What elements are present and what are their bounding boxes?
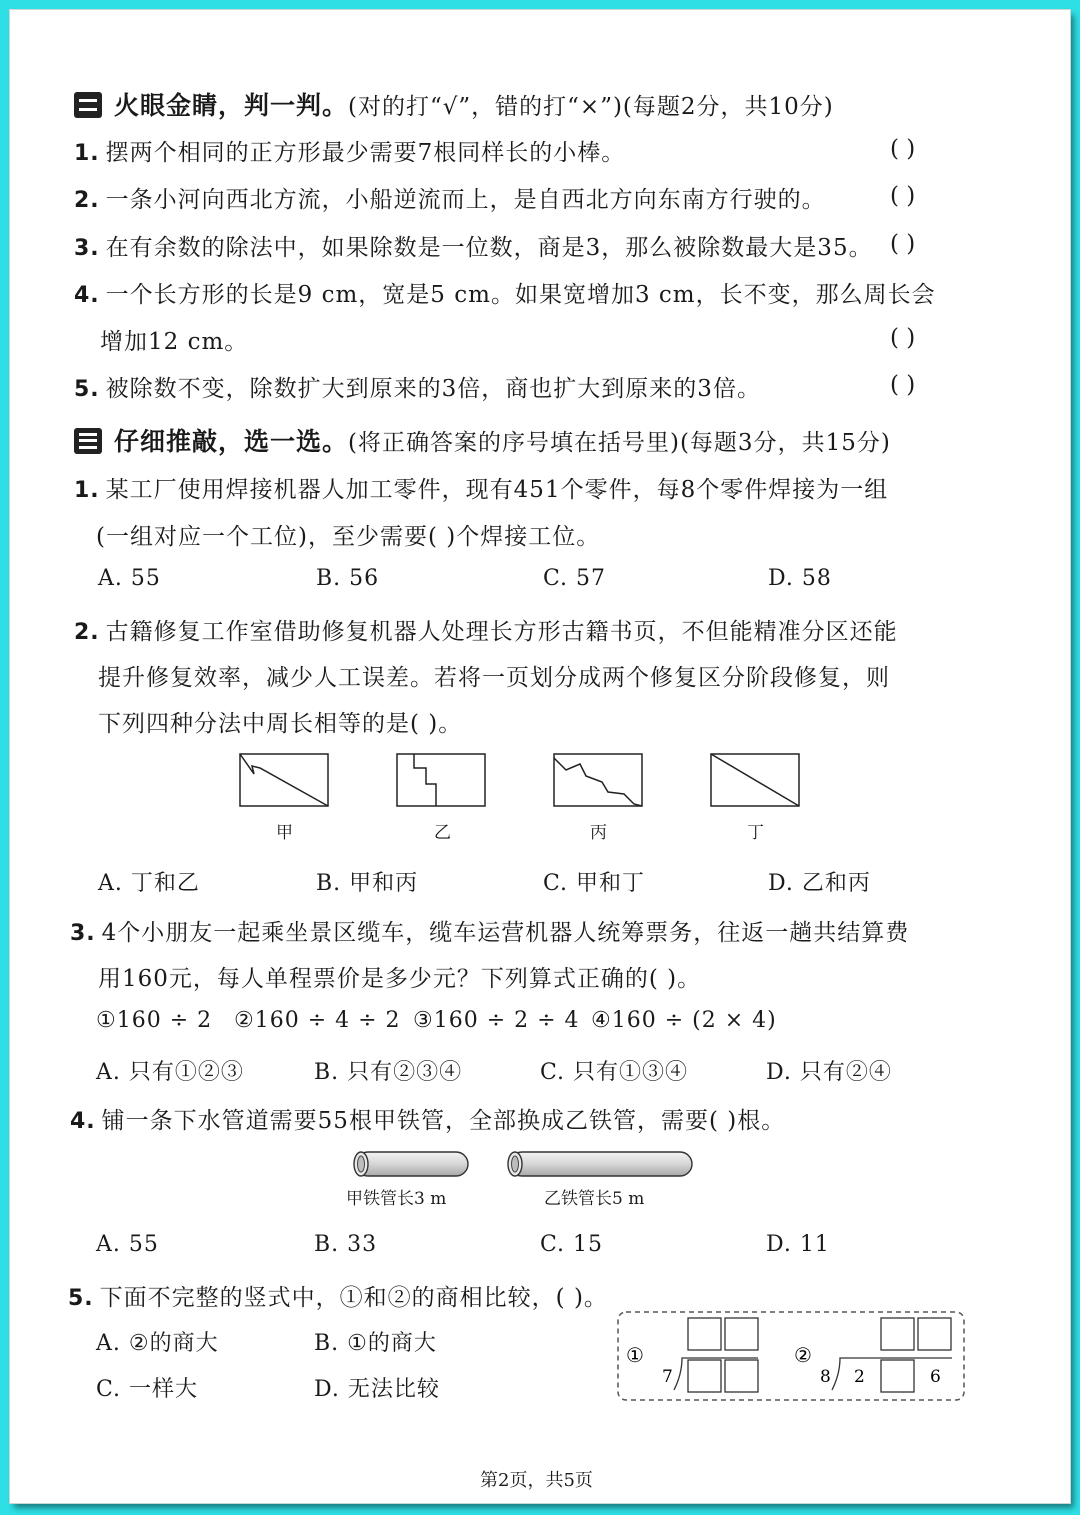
section-3-title: 仔细推敲，选一选。	[114, 427, 349, 456]
dividend-box	[725, 1360, 758, 1392]
figure-ding-cut	[711, 754, 799, 806]
s3-question-3	[70, 914, 909, 947]
figure-yi-rect	[397, 754, 485, 806]
pipe-b-label: 乙铁管长5 m	[544, 1189, 645, 1209]
option-b[interactable]: B. 33	[314, 1232, 378, 1257]
option-c[interactable]: C. 15	[540, 1232, 604, 1257]
question-number: 1.	[74, 141, 100, 166]
option-d[interactable]: D. 只有②④	[766, 1060, 892, 1085]
section-2-header	[74, 86, 834, 122]
formula-3: ③160 ÷ 2 ÷ 4	[413, 1008, 580, 1033]
option-b[interactable]: B. 只有②③④	[314, 1060, 463, 1085]
question-text: 一条小河向西北方流，小船逆流而上，是自西北方向东南方行驶的。	[105, 187, 826, 213]
question-number: 1.	[74, 478, 100, 503]
question-number: 5.	[68, 1286, 94, 1311]
question-text: 4个小朋友一起乘坐景区缆车，缆车运营机器人统筹票务，往返一趟共结算费	[101, 920, 910, 946]
pipes-illustration	[346, 1148, 706, 1184]
formula-1: ①160 ÷ 2	[96, 1008, 213, 1033]
s2-question-4	[74, 276, 936, 309]
s3-question-3-line2: 用160元，每人单程票价是多少元？下列算式正确的( )。	[98, 966, 702, 992]
answer-blank[interactable]: ( )	[890, 136, 916, 162]
option-b[interactable]: B. 甲和丙	[316, 871, 419, 896]
question-number: 2.	[74, 620, 100, 645]
pipe-a-label: 甲铁管长3 m	[346, 1189, 447, 1209]
question-text: 某工厂使用焊接机器人加工零件，现有451个零件，每8个零件焊接为一组	[105, 477, 889, 503]
s3-question-2	[74, 613, 898, 646]
question-number: 4.	[74, 283, 100, 308]
question-number: 2.	[74, 188, 100, 213]
figure-jia-cut	[240, 754, 328, 806]
question-number: 3.	[70, 921, 96, 946]
answer-blank[interactable]: ( )	[890, 231, 916, 257]
dividend-box	[688, 1360, 721, 1392]
s3-question-1-line2: (一组对应一个工位)，至少需要( )个焊接工位。	[96, 524, 601, 550]
question-text: 下面不完整的竖式中，①和②的商相比较，( )。	[99, 1285, 608, 1311]
option-d[interactable]: D. 无法比较	[314, 1377, 440, 1402]
division-1-mark: ①	[626, 1343, 644, 1367]
option-c[interactable]: C. 甲和丁	[543, 871, 646, 896]
answer-blank[interactable]: ( )	[890, 325, 916, 351]
quotient-box	[688, 1318, 721, 1350]
figure-bing-cut	[554, 758, 642, 806]
option-a[interactable]: A. 只有①②③	[96, 1060, 244, 1085]
s2-question-5	[74, 370, 761, 403]
rectangle-division-figures	[230, 748, 810, 818]
figure-label-yi: 乙	[434, 823, 451, 843]
question-number: 5.	[74, 377, 100, 402]
division-1-divisor: 7	[662, 1367, 673, 1387]
option-a[interactable]: A. ②的商大	[96, 1331, 219, 1356]
question-text: 古籍修复工作室借助修复机器人处理长方形古籍书页，不但能精准分区还能	[105, 619, 898, 645]
division-bracket	[674, 1358, 758, 1390]
page-footer: 第2页，共5页	[480, 1470, 593, 1491]
worksheet-page	[10, 10, 1070, 1503]
formula-2: ②160 ÷ 4 ÷ 2	[234, 1008, 401, 1033]
answer-blank[interactable]: ( )	[890, 372, 916, 398]
option-b[interactable]: B. 56	[316, 566, 380, 591]
option-c[interactable]: C. 一样大	[96, 1377, 199, 1402]
division-2-mark: ②	[794, 1343, 812, 1367]
section-3-number-icon	[74, 428, 102, 454]
option-a[interactable]: A. 55	[96, 1232, 159, 1257]
s2-question-3	[74, 229, 873, 262]
s2-question-2	[74, 181, 826, 214]
formula-4: ④160 ÷ (2 × 4)	[591, 1008, 777, 1033]
question-text: 在有余数的除法中，如果除数是一位数，商是3，那么被除数最大是35。	[105, 235, 873, 261]
question-text: 摆两个相同的正方形最少需要7根同样长的小棒。	[105, 140, 626, 166]
division-2-divisor: 8	[820, 1367, 831, 1387]
s3-question-1	[74, 471, 888, 504]
question-text: 一个长方形的长是9 cm，宽是5 cm。如果宽增加3 cm，长不变，那么周长会	[105, 282, 936, 308]
s3-question-2-line3: 下列四种分法中周长相等的是( )。	[98, 711, 463, 737]
figure-yi-cut	[414, 754, 436, 806]
answer-blank[interactable]: ( )	[890, 183, 916, 209]
option-a[interactable]: A. 丁和乙	[98, 871, 200, 896]
dividend-box	[881, 1360, 914, 1392]
option-a[interactable]: A. 55	[98, 566, 161, 591]
quotient-box	[918, 1318, 951, 1350]
s2-question-4-line2: 增加12 cm。	[100, 329, 249, 355]
section-3-header	[74, 422, 891, 458]
option-c[interactable]: C. 只有①③④	[540, 1060, 689, 1085]
question-number: 4.	[70, 1109, 96, 1134]
section-2-title: 火眼金睛，判一判。	[114, 91, 349, 120]
question-number: 3.	[74, 236, 100, 261]
long-division-box	[616, 1310, 968, 1404]
question-text: 被除数不变，除数扩大到原来的3倍，商也扩大到原来的3倍。	[105, 376, 761, 402]
pipe-b-icon	[508, 1152, 692, 1176]
quotient-box	[881, 1318, 914, 1350]
dividend-digit: 6	[930, 1367, 941, 1387]
option-d[interactable]: D. 乙和丙	[768, 871, 871, 896]
section-2-number-icon	[74, 92, 102, 118]
s3-question-4	[70, 1102, 785, 1135]
quotient-box	[725, 1318, 758, 1350]
option-d[interactable]: D. 11	[766, 1232, 830, 1257]
question-text: 铺一条下水管道需要55根甲铁管，全部换成乙铁管，需要( )根。	[101, 1108, 786, 1134]
section-3-note: (将正确答案的序号填在括号里)(每题3分，共15分)	[348, 430, 891, 456]
option-c[interactable]: C. 57	[543, 566, 607, 591]
dividend-digit: 2	[854, 1367, 865, 1387]
figure-label-bing: 丙	[590, 823, 607, 843]
figure-label-jia: 甲	[276, 823, 293, 843]
s2-question-1	[74, 134, 625, 167]
s3-question-5	[68, 1279, 608, 1312]
s3-question-2-line2: 提升修复效率，减少人工误差。若将一页划分成两个修复区分阶段修复，则	[98, 665, 890, 691]
figure-label-ding: 丁	[747, 823, 764, 843]
pipe-a-icon	[354, 1152, 468, 1176]
option-d[interactable]: D. 58	[768, 566, 832, 591]
section-2-note: (对的打“√”，错的打“×”)(每题2分，共10分)	[348, 94, 834, 120]
option-b[interactable]: B. ①的商大	[314, 1331, 437, 1356]
